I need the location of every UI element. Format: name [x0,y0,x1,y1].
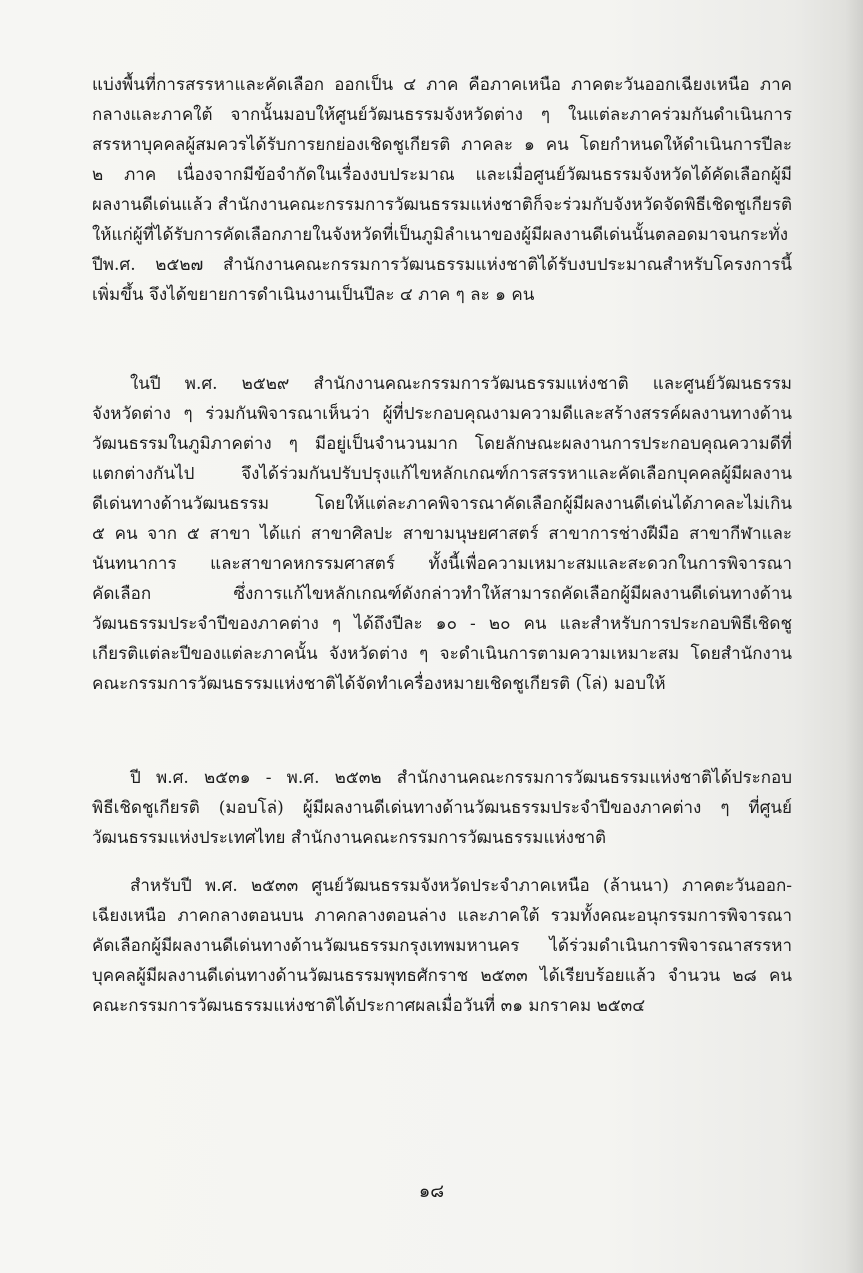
paragraph-line: แตกต่างกันไป จึงได้ร่วมกันปรับปรุงแก้ไขหลักเกณฑ์การสรรหาและคัดเลือกบุคคลผู้มีผลงาน [92,464,792,484]
paragraph-line: ๒ ภาค เนื่องจากมีข้อจำกัดในเรื่องงบประมาณ และเมื่อศูนย์วัฒนธรรมจังหวัดได้คัดเลือกผู้มี [92,165,792,185]
paragraph-line: เกียรติแต่ละปีของแต่ละภาคนั้น จังหวัดต่าง ๆ จะดำเนินการตามความเหมาะสม โดยสำนักงาน [92,644,792,664]
paragraph-line: พิธีเชิดชูเกียรติ (มอบโล่) ผู้มีผลงานดีเด่นทางด้านวัฒนธรรมประจำปีของภาคต่าง ๆ ที่ศูนย์ [92,798,792,818]
paragraph-line: คัดเลือกผู้มีผลงานดีเด่นทางด้านวัฒนธรรมกรุงเทพมหานคร ได้ร่วมดำเนินการพิจารณาสรรหา [92,936,792,956]
paragraph-line: ให้แก่ผู้ที่ได้รับการคัดเลือกภายในจังหวัดที่เป็นภูมิลำเนาของผู้มีผลงานดีเด่นนั้นตลอดมาจนกระทั่ง [92,225,789,245]
page-edge-shadow [845,0,863,1273]
paragraph-line: คัดเลือก ซึ่งการแก้ไขหลักเกณฑ์ดังกล่าวทำให้สามารถคัดเลือกผู้มีผลงานดีเด่นทางด้าน [92,584,792,604]
page-number: ๑๘ [418,1181,445,1202]
paragraph-2 [92,369,792,699]
paragraph-line: ปี พ.ศ. ๒๕๓๑ - พ.ศ. ๒๕๓๒ สำนักงานคณะกรรมการวัฒนธรรมแห่งชาติได้ประกอบ [130,768,792,788]
paragraph-line: แบ่งพื้นที่การสรรหาและคัดเลือก ออกเป็น ๔ ภาค คือภาคเหนือ ภาคตะวันออกเฉียงเหนือ ภาค [92,75,792,95]
paragraph-line: คณะกรรมการวัฒนธรรมแห่งชาติได้จัดทำเครื่องหมายเชิดชูเกียรติ (โล่) มอบให้ [92,674,666,694]
paragraph-line: จังหวัดต่าง ๆ ร่วมกันพิจารณาเห็นว่า ผู้ที่ประกอบคุณงามความดีและสร้างสรรค์ผลงานทางด้าน [92,404,792,424]
paragraph-line: วัฒนธรรมในภูมิภาคต่าง ๆ มีอยู่เป็นจำนวนมาก โดยลักษณะผลงานการประกอบคุณความดีที่ [92,434,792,454]
paragraph-line: ในปี พ.ศ. ๒๕๒๙ สำนักงานคณะกรรมการวัฒนธรรมแห่งชาติ และศูนย์วัฒนธรรม [130,374,792,394]
paragraph-line: สำหรับปี พ.ศ. ๒๕๓๓ ศูนย์วัฒนธรรมจังหวัดประจำภาคเหนือ (ล้านนา) ภาคตะวันออก- [130,876,792,896]
paragraph-1 [92,70,792,310]
paragraph-line: วัฒนธรรมแห่งประเทศไทย สำนักงานคณะกรรมการวัฒนธรรมแห่งชาติ [92,828,607,848]
paragraph-line: สรรหาบุคคลผู้สมควรได้รับการยกย่องเชิดชูเกียรติ ภาคละ ๑ คน โดยกำหนดให้ดำเนินการปีละ [92,135,792,155]
paragraph-line: เพิ่มขึ้น จึงได้ขยายการดำเนินงานเป็นปีละ ๔ ภาค ๆ ละ ๑ คน [92,285,535,305]
paragraph-line: ปีพ.ศ. ๒๕๒๗ สำนักงานคณะกรรมการวัฒนธรรมแห่งชาติได้รับงบประมาณสำหรับโครงการนี้ [92,255,792,275]
paragraph-line: กลางและภาคใต้ จากนั้นมอบให้ศูนย์วัฒนธรรมจังหวัดต่าง ๆ ในแต่ละภาคร่วมกันดำเนินการ [92,105,792,125]
paragraph-line: ๕ คน จาก ๕ สาขา ได้แก่ สาขาศิลปะ สาขามนุษยศาสตร์ สาขาการช่างฝีมือ สาขากีฬาและ [92,524,792,544]
paragraph-line: เฉียงเหนือ ภาคกลางตอนบน ภาคกลางตอนล่าง และภาคใต้ รวมทั้งคณะอนุกรรมการพิจารณา [92,906,792,926]
paragraph-line: ดีเด่นทางด้านวัฒนธรรม โดยให้แต่ละภาคพิจารณาคัดเลือกผู้มีผลงานดีเด่นได้ภาคละไม่เกิน [92,494,792,514]
paragraph-line: วัฒนธรรมประจำปีของภาคต่าง ๆ ได้ถึงปีละ ๑๐ - ๒๐ คน และสำหรับการประกอบพิธีเชิดชู [92,614,792,634]
paragraph-4 [92,871,792,1021]
paragraph-line: คณะกรรมการวัฒนธรรมแห่งชาติได้ประกาศผลเมื่อวันที่ ๓๑ มกราคม ๒๕๓๔ [92,996,646,1016]
paragraph-line: บุคคลผู้มีผลงานดีเด่นทางด้านวัฒนธรรมพุทธศักราช ๒๕๓๓ ได้เรียบร้อยแล้ว จำนวน ๒๘ คน [92,966,792,986]
paragraph-line: นันทนาการ และสาขาคหกรรมศาสตร์ ทั้งนี้เพื่อความเหมาะสมและสะดวกในการพิจารณา [92,554,792,574]
paragraph-3 [92,763,792,853]
paragraph-line: ผลงานดีเด่นแล้ว สำนักงานคณะกรรมการวัฒนธรรมแห่งชาติก็จะร่วมกับจังหวัดจัดพิธีเชิดชูเกียรติ [92,195,792,215]
